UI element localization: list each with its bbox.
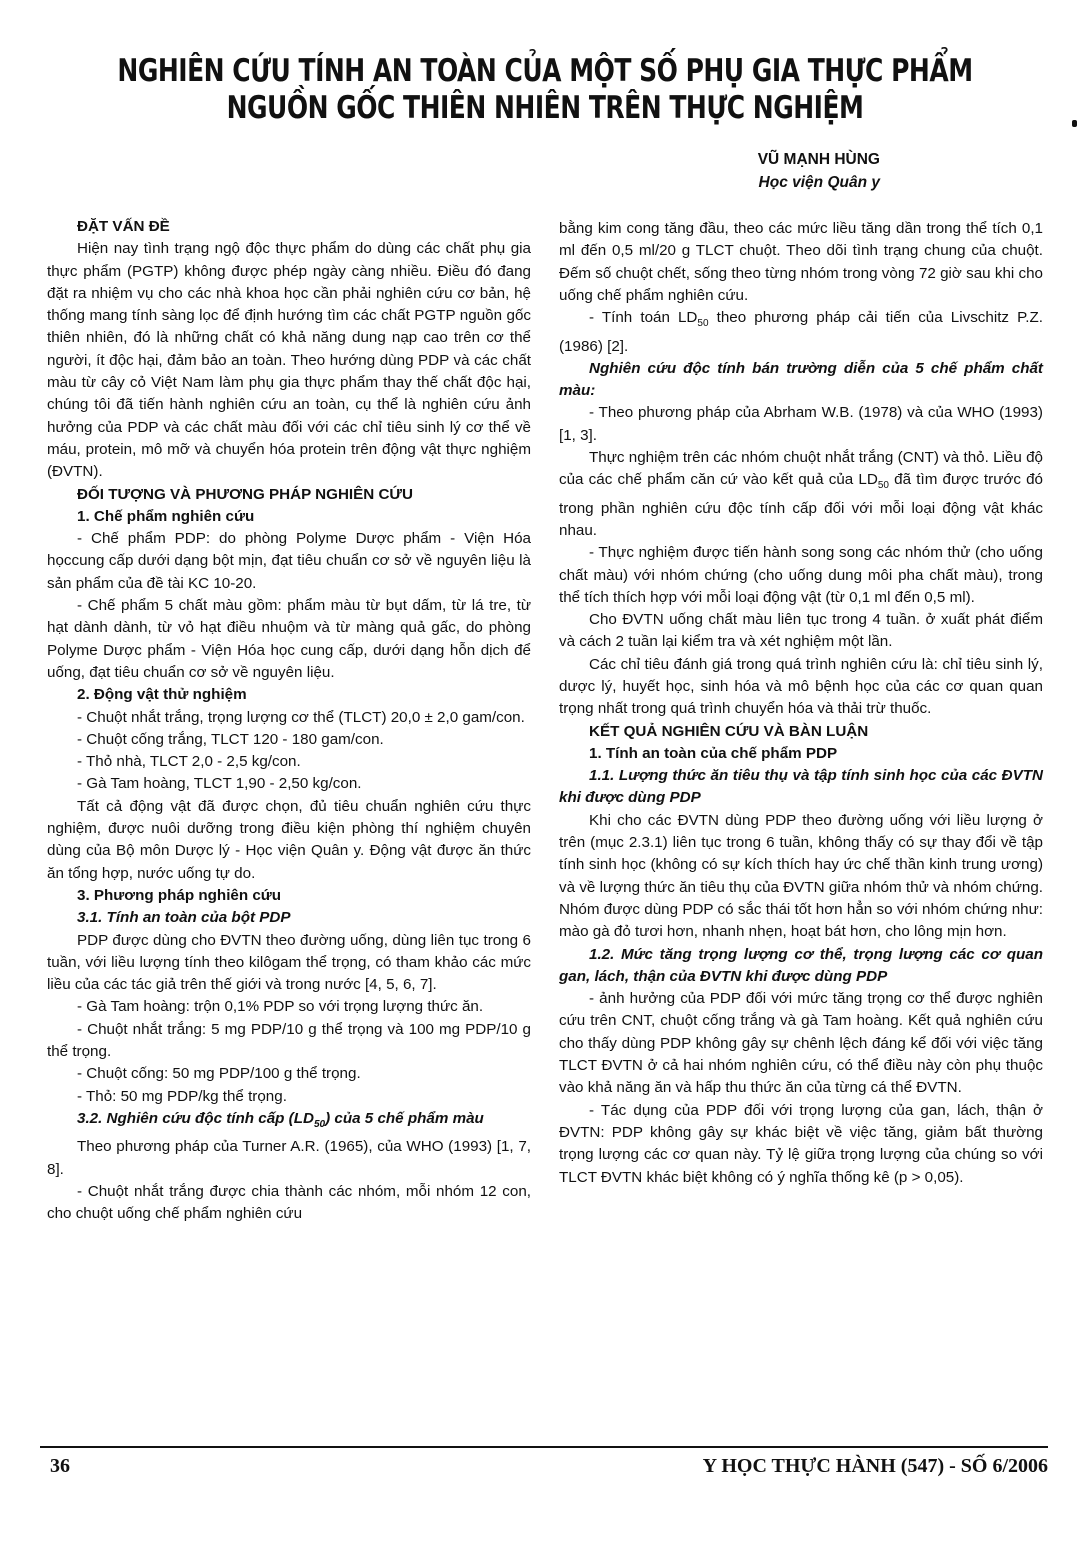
paragraph: Cho ĐVTN uống chất màu liên tục trong 4 tuần. ở xuất phát điểm và cách 2 tuần lại kiểm tra và xét nghiệm một lần. xyxy=(559,611,1043,651)
paragraph: Khi cho các ĐVTN dùng PDP theo đường uống với liều lượng ở trên (mục 2.3.1) liên tục trong 6 tuần, không thấy có sự thay đổi về tập tính sinh học (không có sự kích thích hay ức chế thần kinh trung ương) và về lượng thức ăn tiêu thụ của ĐVTN giữa nhóm thử và nhóm chứng. Nhóm được dùng PDP có sắc thái tốt hơn hẳn so với nhóm chứng như: mào gà đỏ tươi hơn, nhanh nhẹn, hoạt bát hơn, cho lông mịn hơn. xyxy=(559,811,1043,941)
paragraph: - Thực nghiệm được tiến hành song song các nhóm thử (cho uống chất màu) với nhóm chứng (cho uống dung môi pha chất màu), trong thể tích thích hợp với mỗi loại động vật (từ 0,1 ml đến 0,5 ml). xyxy=(559,544,1043,606)
subheading: 3.1. Tính an toàn của bột PDP xyxy=(77,909,291,927)
paragraph: - Theo phương pháp của Abrham W.B. (1978) và của WHO (1993) [1, 3]. xyxy=(559,404,1043,444)
subheading: 2. Động vật thử nghiệm xyxy=(77,686,247,704)
section-heading-results: KẾT QUẢ NGHIÊN CỨU VÀ BÀN LUẬN xyxy=(589,722,869,740)
paragraph xyxy=(559,307,1043,358)
paragraph: Theo phương pháp của Turner A.R. (1965), của WHO (1993) [1, 7, 8]. xyxy=(47,1138,531,1178)
subscript: 50 xyxy=(314,1118,326,1130)
paragraph: Các chỉ tiêu đánh giá trong quá trình nghiên cứu là: chỉ tiêu sinh lý, dược lý, huyết học, sinh hóa và mô bệnh học của các cơ quan quan trọng nhất trong quá trình chuyển hóa và thải trừ thuốc. xyxy=(559,655,1043,718)
subheading: 1. Chế phẩm nghiên cứu xyxy=(77,507,255,525)
paragraph: - Thỏ nhà, TLCT 2,0 - 2,5 kg/con. xyxy=(77,753,301,771)
subheading: Nghiên cứu độc tính bán trường diễn của 5 chế phẩm chất màu: xyxy=(559,359,1043,400)
paragraph: - Tác dụng của PDP đối với trọng lượng của gan, lách, thận ở ĐVTN: PDP không gây sự khác biệt về việc tăng, giảm bất thường trọng lượng các cơ quan này. Tỷ lệ giữa trọng lượng của chúng so với TLCT ĐVTN khác biệt không có ý nghĩa thống kê (p > 0,05). xyxy=(559,1101,1043,1186)
subscript: 50 xyxy=(877,480,889,492)
paragraph: - Chuột nhắt trắng được chia thành các nhóm, mỗi nhóm 12 con, cho chuột uống chế phẩm nghiên cứu xyxy=(47,1182,531,1223)
subheading-text: 3.2. Nghiên cứu độc tính cấp (LD xyxy=(77,1109,314,1127)
left-column xyxy=(47,216,531,1225)
paragraph: - Chuột cống trắng, TLCT 120 - 180 gam/con. xyxy=(77,730,384,748)
subheading: 1.2. Mức tăng trọng lượng cơ thể, trọng lượng các cơ quan gan, lách, thận của ĐVTN khi được dùng PDP xyxy=(559,945,1043,985)
paragraph: - Chế phẩm PDP: do phòng Polyme Dược phẩm - Viện Hóa họccung cấp dưới dạng bột mịn, đạt tiêu chuẩn cơ sở về nguyên liệu là sản phẩm của đề tài KC 10-20. xyxy=(47,530,531,592)
paragraph: - ảnh hưởng của PDP đối với mức tăng trọng cơ thể được nghiên cứu trên CNT, chuột cống trắng và gà Tam hoàng. Kết quả nghiên cứu cho thấy dùng PDP không gây sự chênh lệch đáng kể đối với việc tăng TLCT ĐVTN ở cả hai nhóm nghiên cứu, có thể điều này còn phụ thuộc vào khả năng ăn và hấp thu thức ăn của từng cá thể ĐVTN. xyxy=(559,990,1043,1097)
author-affiliation: Học viện Quân y xyxy=(758,174,880,191)
paragraph: Hiện nay tình trạng ngộ độc thực phẩm do dùng các chất phụ gia thực phẩm (PGTP) không được phép ngày càng nhiều. Điều đó đang đặt ra nhiệm vụ cho các nhà khoa học cần phải nghiên cứu cơ bản, hệ thống mang tính sàng lọc để định hướng tìm các chất PGTP nguồn gốc thiên nhiên, đó là những chất có khả năng dung nạp cao trên cơ thể người, ít độc hại, đảm bảo an toàn. Theo hướng dùng PDP và các chất màu từ cây cỏ Việt Nam làm phụ gia thực phẩm thay thế chất độc hại, chúng tôi đã tiến hành nghiên cứu an toàn, cụ thể là nghiên cứu ảnh hưởng của PDP và các chất màu đối với các chỉ tiêu sinh lý cơ thể về máu, protein, mô mỡ và chuyển hóa protein trên động vật thực nghiệm (ĐVTN). xyxy=(47,240,531,481)
right-column xyxy=(559,218,1043,1189)
article-title-line-2: NGUỒN GỐC THIÊN NHIÊN TRÊN THỰC NGHIỆM xyxy=(226,89,864,126)
text: theo phương pháp cải tiến của Livschitz P.Z. (1986) [2]. xyxy=(559,309,1043,355)
text: đã tìm được trước đó trong phần nghiên cứu độc tính cấp đối với mỗi loại động vật khác nhau. xyxy=(559,471,1044,539)
journal-name: Y HỌC THỰC HÀNH (547) - SỐ 6/2006 xyxy=(702,1455,1048,1477)
section-heading-methods: ĐỐI TƯỢNG VÀ PHƯƠNG PHÁP NGHIÊN CỨU xyxy=(77,485,413,503)
footer-divider xyxy=(40,1446,1048,1448)
text: Thực nghiệm trên các nhóm chuột nhắt trắng (CNT) và thỏ. Liều độ của các chế phẩm căn cứ vào kết quả của LD xyxy=(559,449,1043,489)
subheading xyxy=(47,1108,531,1136)
section-heading-intro: ĐẶT VẤN ĐỀ xyxy=(77,218,170,235)
paragraph: - Chuột nhắt trắng, trọng lượng cơ thể (TLCT) 20,0 ± 2,0 gam/con. xyxy=(77,708,525,726)
paragraph xyxy=(559,447,1043,542)
subheading: 3. Phương pháp nghiên cứu xyxy=(77,886,282,904)
paragraph: PDP được dùng cho ĐVTN theo đường uống, dùng liên tục trong 6 tuần, với liều lượng tính theo kilôgam thể trọng, có tham khảo các mức liều của các tác giả trên thế giới và trong nước [4, 5, 6, 7]. xyxy=(47,931,531,994)
scan-speck xyxy=(1072,120,1077,127)
paragraph: - Gà Tam hoàng, TLCT 1,90 - 2,50 kg/con. xyxy=(77,775,362,793)
text: - Tính toán LD xyxy=(589,309,698,327)
author-name: VŨ MẠNH HÙNG xyxy=(757,151,880,168)
paragraph: Tất cả động vật đã được chọn, đủ tiêu chuẩn nghiên cứu thực nghiệm, được nuôi dưỡng trong điều kiện phòng thí nghiệm chuyên dùng của Bộ môn Dược lý - Học viện Quân y. Động vật được ăn thức ăn tổng hợp, nước uống tự do. xyxy=(47,797,531,882)
paragraph: - Chế phẩm 5 chất màu gồm: phẩm màu từ bụt dấm, từ lá tre, từ hạt dành dành, từ vỏ hạt điều nhuộm và từ màng quả gấc, do phòng Polyme Dược phẩm - Viện Hóa học cung cấp, dưới dạng hỗn dịch để uống, đạt tiêu chuẩn cơ sở về nguyên liệu. xyxy=(47,597,531,681)
paragraph: - Chuột nhắt trắng: 5 mg PDP/10 g thể trọng và 100 mg PDP/10 g thể trọng. xyxy=(47,1020,531,1060)
paragraph: - Gà Tam hoàng: trộn 0,1% PDP so với trọng lượng thức ăn. xyxy=(77,998,484,1016)
article-title-line-1: NGHIÊN CỨU TÍNH AN TOÀN CỦA MỘT SỐ PHỤ GIA THỰC PHẨM xyxy=(117,52,973,89)
paragraph: bằng kim cong tăng đầu, theo các mức liều tăng dần trong thể tích 0,1 ml đến 0,5 ml/20 g TLCT chuột. Theo dõi tình trạng chung của chuột. Đếm số chuột chết, sống theo từng nhóm trong vòng 72 giờ sau khi cho uống chế phẩm nghiên cứu. xyxy=(559,220,1043,304)
subheading: 1.1. Lượng thức ăn tiêu thụ và tập tính sinh học của các ĐVTN khi được dùng PDP xyxy=(559,767,1043,807)
subheading-text: ) của 5 chế phẩm màu xyxy=(325,1109,484,1127)
subheading: 1. Tính an toàn của chế phẩm PDP xyxy=(589,744,838,762)
paragraph: - Chuột cống: 50 mg PDP/100 g thể trọng. xyxy=(77,1065,361,1083)
paragraph: - Thỏ: 50 mg PDP/kg thể trọng. xyxy=(77,1087,287,1105)
page-number: 36 xyxy=(50,1455,70,1477)
subscript: 50 xyxy=(697,318,709,330)
